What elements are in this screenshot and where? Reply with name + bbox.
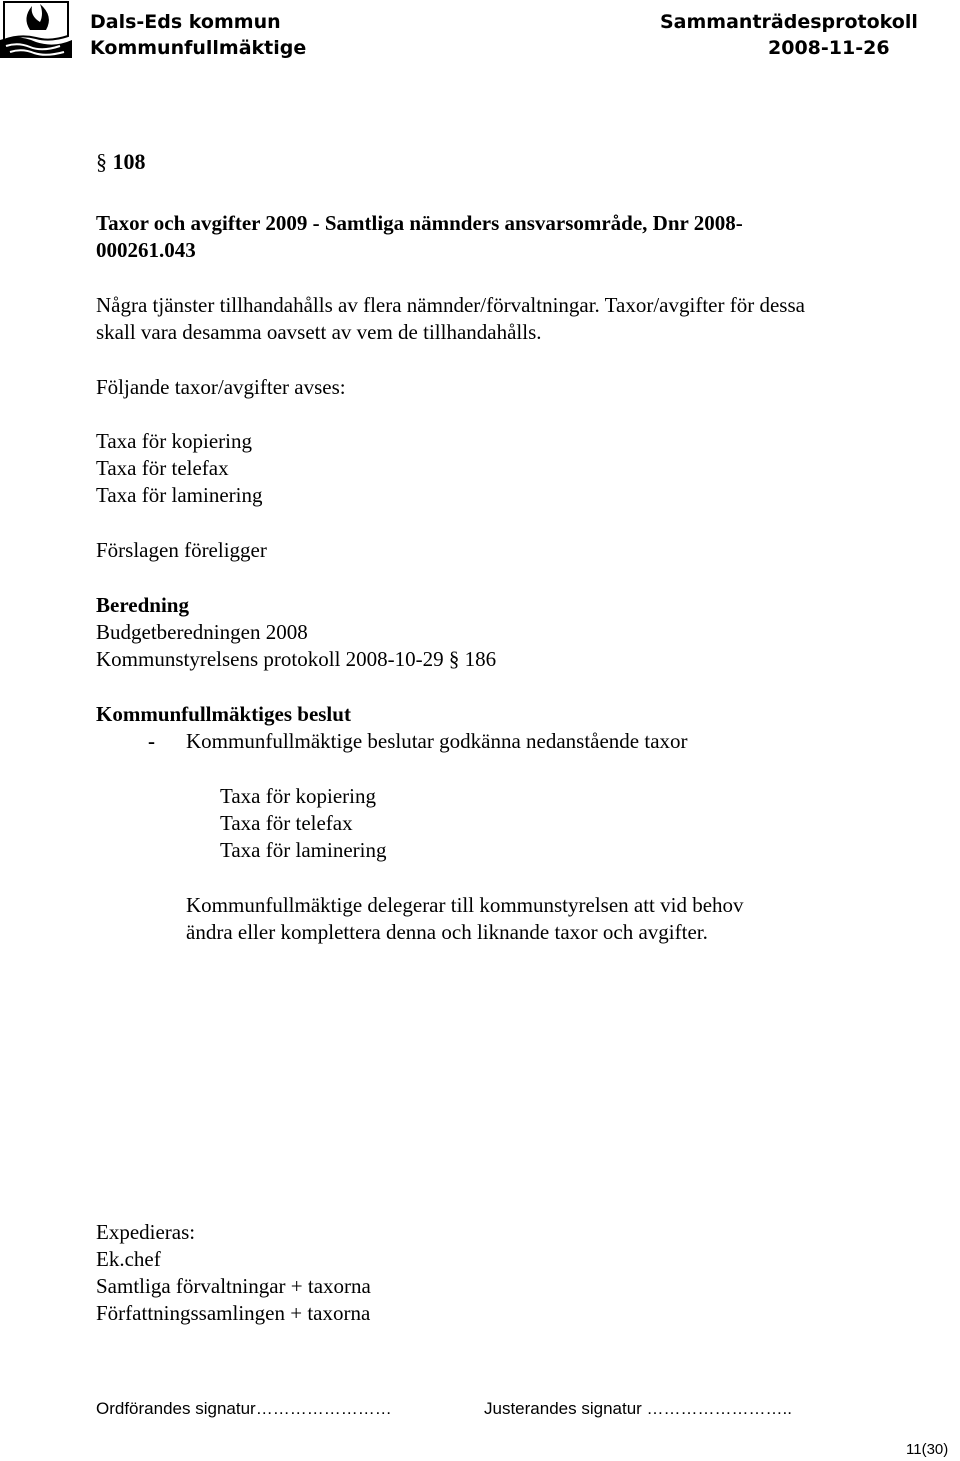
following-text: Följande taxor/avgifter avses: <box>96 375 346 399</box>
intro-line1: Några tjänster tillhandahålls av flera nämnder/förvaltningar. Taxor/avgifter för dessa <box>96 293 805 317</box>
section-number-line <box>96 148 146 175</box>
preparation-line2 <box>96 646 496 673</box>
tax-item: Taxa för kopiering <box>96 429 252 453</box>
dispatch-label: Expedieras: <box>96 1220 196 1244</box>
delegation-line1: Kommunfullmäktige delegerar till kommunstyrelsen att vid behov <box>186 893 744 917</box>
proposals-text: Förslagen föreligger <box>96 538 267 562</box>
decision-heading: Kommunfullmäktiges beslut <box>96 702 351 726</box>
section-title-line2: 000261.043 <box>96 238 196 262</box>
preparation-heading: Beredning <box>96 593 189 617</box>
decision-tax-item: Taxa för laminering <box>220 838 387 862</box>
preparation-protocol-ref: Kommunstyrelsens protokoll 2008-10-29 <box>96 647 444 671</box>
decision-tax-item: Taxa för telefax <box>220 811 353 835</box>
decision-tax-item: Taxa för kopiering <box>220 784 376 808</box>
adjuster-signature-line: Justerandes signatur …………………….. <box>484 1399 792 1418</box>
paragraph-symbol-icon: § <box>96 149 107 174</box>
dispatch-recipient: Ek.chef <box>96 1247 161 1271</box>
tax-item: Taxa för telefax <box>96 456 229 480</box>
header-org: Dals-Eds kommun <box>90 11 281 33</box>
section-number: 108 <box>112 149 146 174</box>
preparation-section-number: 186 <box>464 647 497 671</box>
chair-signature-line: Ordförandes signatur…………………… <box>96 1399 392 1418</box>
header-doc-type: Sammanträdesprotokoll <box>660 11 918 33</box>
header-date: 2008-11-26 <box>768 37 890 59</box>
intro-line2: skall vara desamma oavsett av vem de tillhandahålls. <box>96 320 542 344</box>
tax-item: Taxa för laminering <box>96 483 263 507</box>
decision-bullet: - <box>148 729 155 753</box>
dispatch-recipient: Författningssamlingen + taxorna <box>96 1301 371 1325</box>
page-number: 11(30) <box>906 1441 949 1458</box>
municipality-logo <box>0 0 72 58</box>
section-title-line1: Taxor och avgifter 2009 - Samtliga nämnders ansvarsområde, Dnr 2008- <box>96 211 743 235</box>
dispatch-recipient: Samtliga förvaltningar + taxorna <box>96 1274 371 1298</box>
header-body: Kommunfullmäktige <box>90 37 307 59</box>
preparation-line1: Budgetberedningen 2008 <box>96 620 308 644</box>
delegation-line2: ändra eller komplettera denna och liknande taxor och avgifter. <box>186 920 708 944</box>
decision-text: Kommunfullmäktige beslutar godkänna nedanstående taxor <box>186 729 688 753</box>
paragraph-symbol-icon: § <box>448 647 460 671</box>
